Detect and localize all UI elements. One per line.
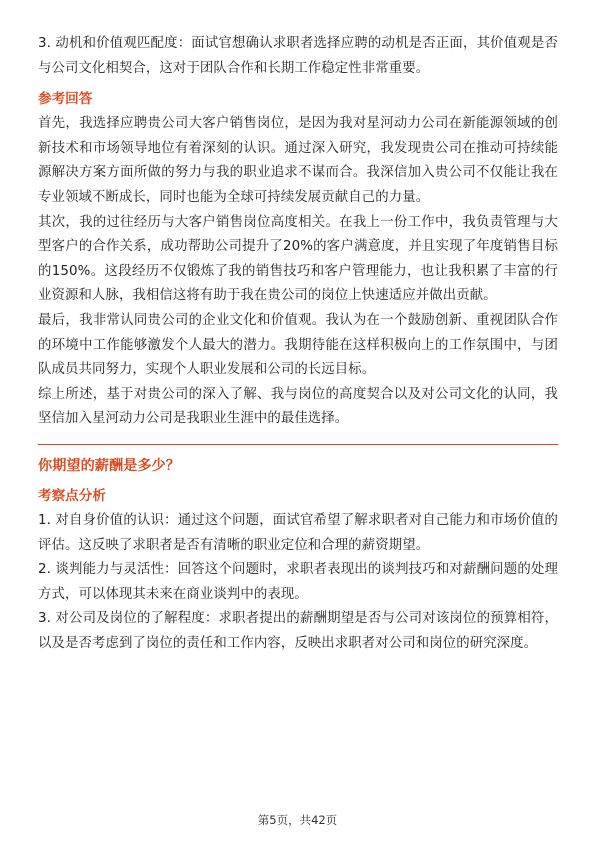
- answer-paragraph-1: 首先，我选择应聘贵公司大客户销售岗位，是因为我对星河动力公司在新能源领域的创新技术和市场领导地位有着深刻的认识。通过深入研究，我发现贵公司在推动可持续能源解决方案方面所做的努力与我的职业追求不谋而合。我深信加入贵公司不仅能让我在专业领域不断成长，同时也能为全球可持续发展贡献自己的力量。: [38, 116, 558, 205]
- page-number: 第5页，共42页: [257, 813, 338, 827]
- analysis-point-1: 1. 对自身价值的认识：通过这个问题，面试官希望了解求职者对自己能力和市场价值的评估。这反映了求职者是否有清晰的职业定位和合理的薪资期望。: [38, 512, 558, 553]
- page-content: [38, 32, 558, 656]
- analysis-heading: 考察点分析: [38, 487, 106, 504]
- analysis-point-3: 3. 对公司及岗位的了解程度：求职者提出的薪酬期望是否与公司对该岗位的预算相符，以及是否考虑到了岗位的责任和工作内容，反映出求职者对公司和岗位的研究深度。: [38, 611, 558, 651]
- answer-paragraph-4: 综上所述，基于对贵公司的深入了解、我与岗位的高度契合以及对公司文化的认同，我坚信加入星河动力公司是我职业生涯中的最佳选择。: [38, 386, 558, 427]
- answer-paragraph-3: 最后，我非常认同贵公司的企业文化和价值观。我认为在一个鼓励创新、重视团队合作的环境中工作能够激发个人最大的潜力。我期待能在这样积极向上的工作氛围中，与团队成员共同努力，实现个人职业发展和公司的长远目标。: [38, 312, 558, 378]
- answer-heading: 参考回答: [38, 91, 93, 108]
- analysis-point-2: 2. 谈判能力与灵活性：回答这个问题时，求职者表现出的谈判技巧和对薪酬问题的处理方式，可以体现其未来在商业谈判中的表现。: [38, 562, 558, 602]
- motivation-point: 3. 动机和价值观匹配度：面试官想确认求职者选择应聘的动机是否正面，其价值观是否与公司文化相契合，这对于团队合作和长期工作稳定性非常重要。: [38, 36, 558, 76]
- answer-paragraph-2: 其次，我的过往经历与大客户销售岗位高度相关。在我上一份工作中，我负责管理与大型客户的合作关系，成功帮助公司提升了20%的客户满意度，并且实现了年度销售目标的150%。这段经历不仅锻炼了我的销售技巧和客户管理能力，也让我积累了丰富的行业资源和人脉，我相信这将有助于我在贵公司的岗位上快速适应并做出贡献。: [38, 214, 558, 304]
- question-title: 你期望的薪酬是多少？: [38, 444, 558, 480]
